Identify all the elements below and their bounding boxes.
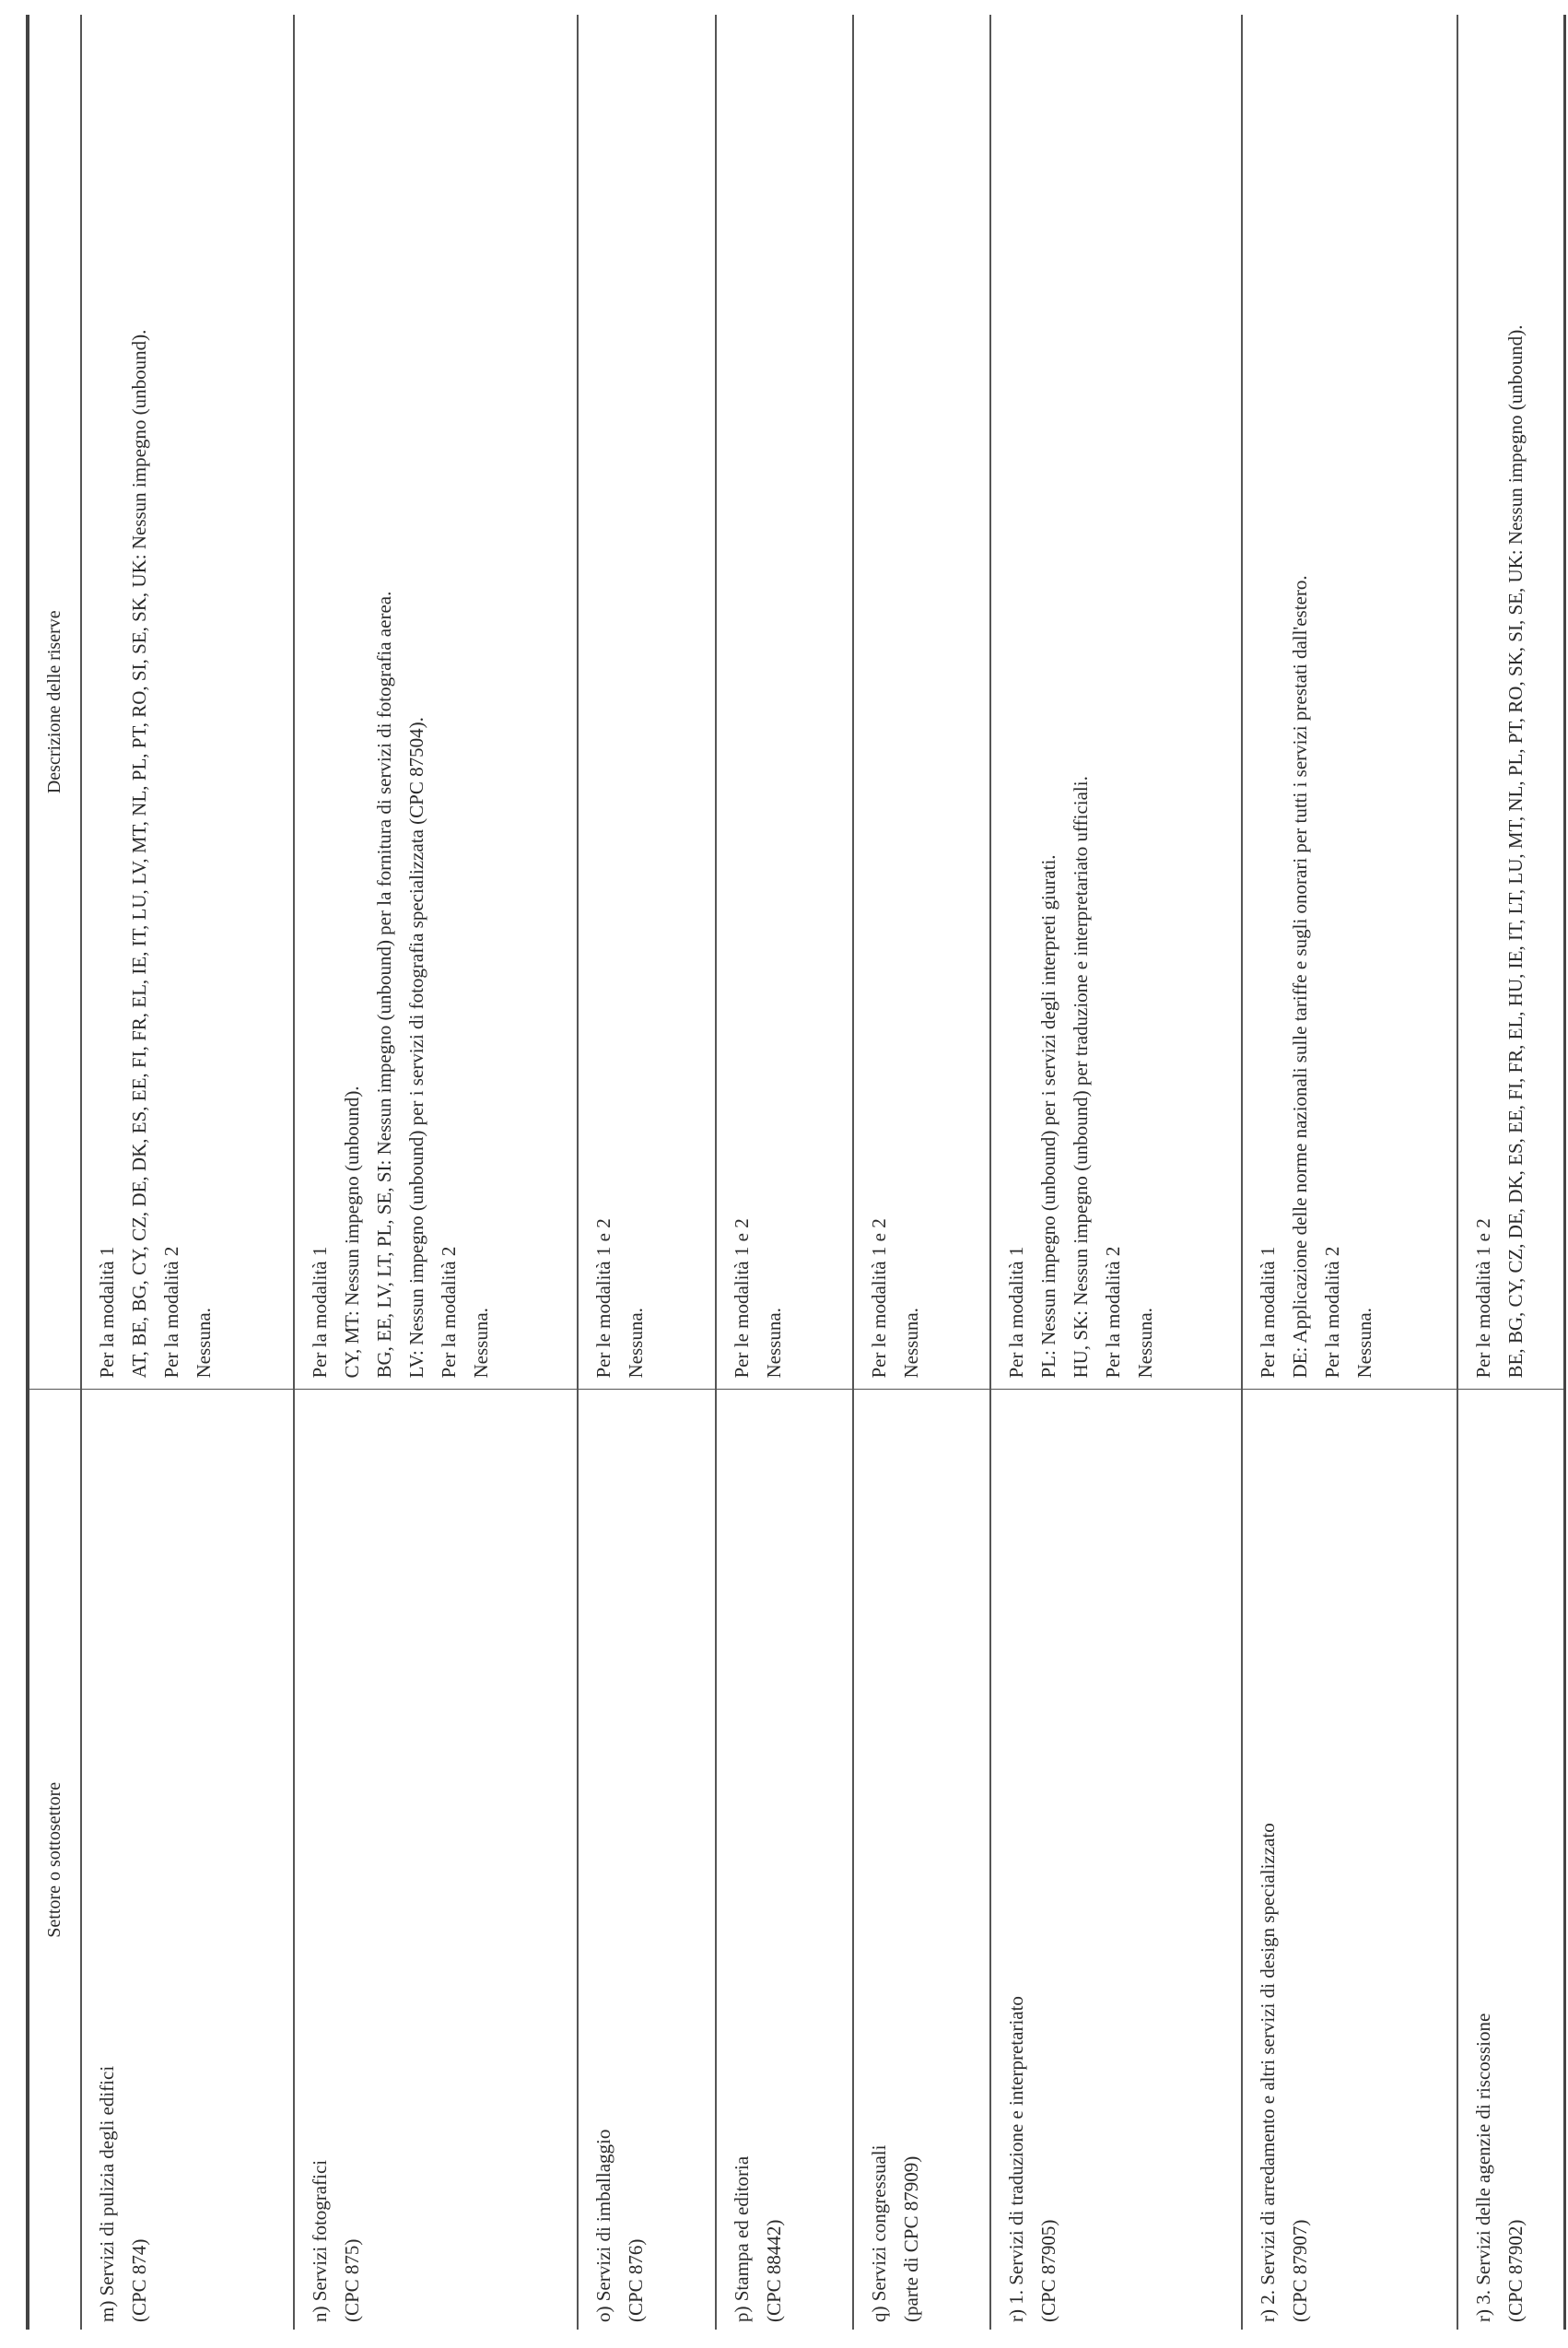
description-line: AT, BE, BG, CY, CZ, DE, DK, ES, EE, FI, FR, EL, IE, IT, LU, LV, MT, NL, PL, PT, RO, SI, SE, SK, UK: Nessun impegno (unbound). xyxy=(128,329,150,1379)
table-row xyxy=(1242,15,1457,2330)
description-line: Per le modalità 1 e 2 xyxy=(730,1218,753,1379)
sector-code: (CPC 875) xyxy=(341,2238,364,2322)
description-line: Nessuna. xyxy=(1353,1308,1376,1379)
reservations-table xyxy=(26,15,1566,2330)
description-line: BG, EE, LV, LT, PL, SE, SI: Nessun impegno (unbound) per la fornitura di servizi di fotografia aerea. xyxy=(373,591,396,1379)
sector-title: q) Servizi congressuali xyxy=(867,2144,890,2322)
sector-code: (CPC 88442) xyxy=(762,2219,785,2322)
sector-code: (parte di CPC 87909) xyxy=(899,2155,922,2322)
sector-code: (CPC 87902) xyxy=(1504,2219,1527,2322)
sector-title: n) Servizi fotografici xyxy=(309,2159,332,2322)
sector-cell xyxy=(853,1390,990,2330)
description-line: Per la modalità 1 xyxy=(1257,1246,1280,1379)
sector-title: m) Servizi di pulizia degli edifici xyxy=(96,2065,118,2322)
sector-title: p) Stampa ed editoria xyxy=(730,2155,753,2322)
description-line: PL: Nessun impegno (unbound) per i servizi degli interpreti giurati. xyxy=(1037,854,1060,1379)
sector-cell xyxy=(1242,1390,1457,2330)
description-cell xyxy=(1242,15,1457,1390)
description-line: Per la modalità 1 xyxy=(1005,1246,1028,1379)
table-row xyxy=(716,15,853,2330)
description-line: LV: Nessun impegno (unbound) per i servizi di fotografia specializzata (CPC 87504). xyxy=(405,717,428,1379)
table-row xyxy=(294,15,578,2330)
description-cell xyxy=(716,15,853,1390)
sector-code: (CPC 876) xyxy=(625,2238,648,2322)
description-line: Per la modalità 2 xyxy=(1321,1246,1344,1379)
description-line: Per la modalità 2 xyxy=(1102,1246,1125,1379)
description-line: CY, MT: Nessun impegno (unbound). xyxy=(341,1086,364,1379)
sector-cell xyxy=(990,1390,1242,2330)
sector-title: o) Servizi di imballaggio xyxy=(592,2129,615,2322)
description-cell xyxy=(81,15,294,1390)
description-line: Per le modalità 1 e 2 xyxy=(867,1218,890,1379)
description-line: HU, SK: Nessun impegno (unbound) per traduzione e interpretariato ufficiali. xyxy=(1070,776,1093,1379)
table-row xyxy=(1457,15,1565,2330)
sector-title: r) 3. Servizi delle agenzie di riscossione xyxy=(1471,2013,1494,2322)
description-cell xyxy=(990,15,1242,1390)
sector-title: r) 2. Servizi di arredamento e altri servizi di design specializzato xyxy=(1257,1823,1280,2322)
description-line: Per le modalità 1 e 2 xyxy=(1471,1218,1494,1379)
sector-code: (CPC 87907) xyxy=(1289,2219,1312,2322)
table-row xyxy=(853,15,990,2330)
description-line: Nessuna. xyxy=(762,1308,785,1379)
description-line: Per la modalità 1 xyxy=(309,1246,332,1379)
sector-cell xyxy=(1457,1390,1565,2330)
description-cell xyxy=(294,15,578,1390)
description-line: Per la modalità 2 xyxy=(160,1246,182,1379)
description-line: Per la modalità 2 xyxy=(438,1246,461,1379)
table-row xyxy=(578,15,715,2330)
description-line: BE, BG, CY, CZ, DE, DK, ES, EE, FI, FR, EL, HU, IE, IT, LT, LU, MT, NL, PL, PT, RO, SK, SI, SE, UK: Nessun impegno (unbound). xyxy=(1504,324,1527,1379)
description-line: Nessuna. xyxy=(470,1308,493,1379)
sector-cell xyxy=(716,1390,853,2330)
description-cell xyxy=(578,15,715,1390)
table-row xyxy=(990,15,1242,2330)
description-line: Nessuna. xyxy=(193,1308,215,1379)
sector-code: (CPC 87905) xyxy=(1037,2219,1060,2322)
description-cell xyxy=(853,15,990,1390)
description-cell xyxy=(1457,15,1565,1390)
sector-cell xyxy=(294,1390,578,2330)
table-header-row xyxy=(28,15,81,2330)
sector-code: (CPC 874) xyxy=(128,2238,150,2322)
description-line: Nessuna. xyxy=(899,1308,922,1379)
sector-cell xyxy=(81,1390,294,2330)
table-body xyxy=(81,15,1565,2330)
header-description: Descrizione delle riserve xyxy=(28,15,81,1390)
header-sector: Settore o sottosettore xyxy=(28,1390,81,2330)
sector-cell xyxy=(578,1390,715,2330)
sector-title: r) 1. Servizi di traduzione e interpretariato xyxy=(1005,1996,1028,2322)
table-row xyxy=(81,15,294,2330)
description-line: Per la modalità 1 xyxy=(96,1246,118,1379)
description-line: Nessuna. xyxy=(1134,1308,1157,1379)
description-line: Per le modalità 1 e 2 xyxy=(592,1218,615,1379)
description-line: DE: Applicazione delle norme nazionali sulle tariffe e sugli onorari per tutti i servizi prestati dall'estero. xyxy=(1289,575,1312,1379)
description-line: Nessuna. xyxy=(625,1308,648,1379)
